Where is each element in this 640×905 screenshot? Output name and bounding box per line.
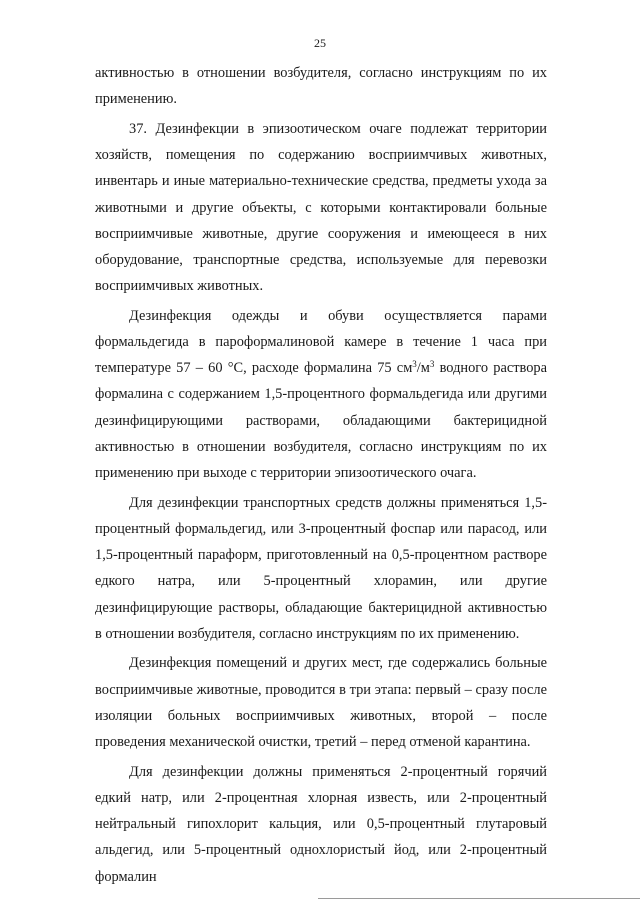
superscript-unit: 3 [429,359,435,370]
paragraph-text-part: /м [416,360,430,377]
paragraph-continuation: активностью в отношении возбудителя, согласно инструкциям по их применению. [95,65,547,108]
paragraph-transport-disinfection: Для дезинфекции транспортных средств должны применяться 1,5-процентный формальдегид, или 3-процентный фоспар или парасод, или 1,5-процентный параформ, приготовленный на 0,5-процентном растворе едкого натра, или 5-процентный хлорамин, или другие дезинфицирующие растворы, обладающие бактерицидной активностью в отношении возбудителя, согласно инструкциям по их применению. [95,494,547,642]
paragraph-text-part: водного раствора формалина с содержанием 1,5-процентного формальдегида или другими дезинфицирующими растворами, обладающими бактерицидной активностью в отношении возбудителя, согласно инструкциям по их применению при выходе с территории эпизоотического очага. [95,360,547,482]
paragraph-clothing-disinfection [95,303,547,486]
paragraph-disinfectants: Для дезинфекции должны применяться 2-процентный горячий едкий натр, или 2-процентная хлорная известь, или 2-процентный нейтральный гипохлорит кальция, или 0,5-процентный глутаровый альдегид, или 5-процентный однохлористый йод, или 2-процентный формалин [95,763,547,885]
paragraph-text-part: Дезинфекция одежды и обуви осуществляется парами формальдегида в пароформалиновой камере в течение 1 часа при температуре 57 – 60 °С, расходе формалина 75 см [95,307,547,377]
paragraph-premises-disinfection: Дезинфекция помещений и других мест, где содержались больные восприимчивые животные, проводится в три этапа: первый – сразу после изоляции больных восприимчивых животных, второй – после проведения механической очистки, третий – перед отменой карантина. [95,655,547,751]
page-number: 25 [314,36,326,50]
superscript-unit: 3 [412,359,417,370]
scan-edge-line [318,898,640,899]
paragraph-item-37: 37. Дезинфекции в эпизоотическом очаге подлежат территории хозяйств, помещения по содержанию восприимчивых животных, инвентарь и иные материально-технические средства, предметы ухода за животными и другие объекты, с которыми контактировали больные восприимчивые животные, другие сооружения и имеющееся в них оборудование, транспортные средства, используемые для перевозки восприимчивых животных. [95,120,547,295]
document-body [95,60,547,893]
